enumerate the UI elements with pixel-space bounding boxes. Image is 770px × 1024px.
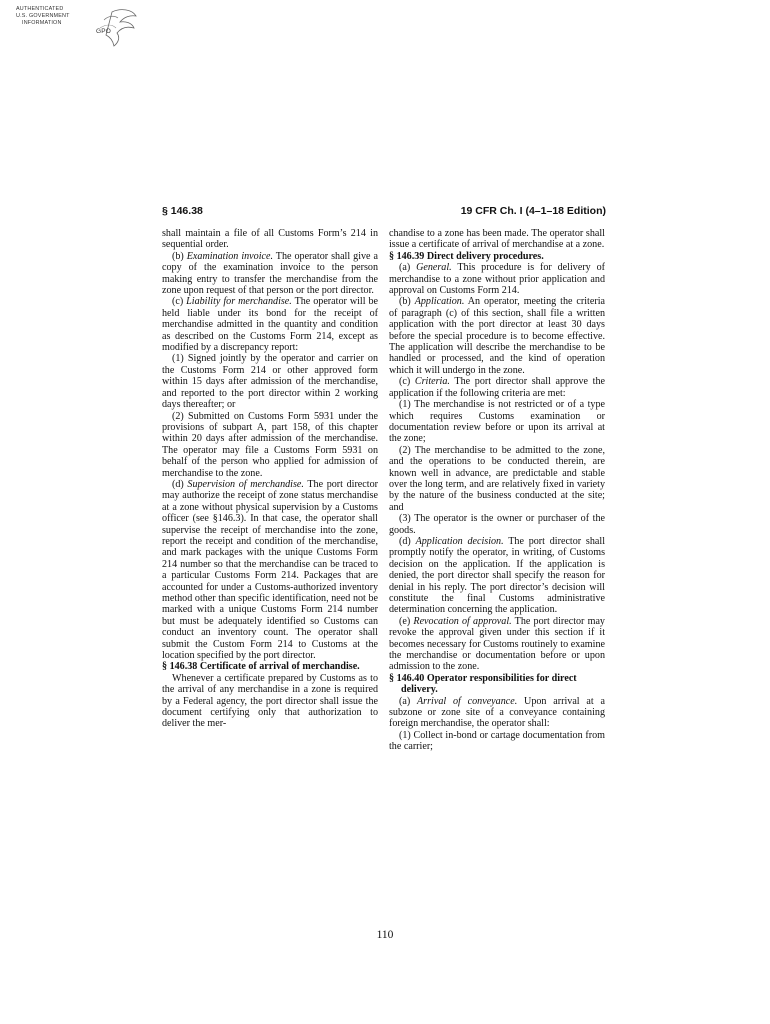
paragraph: (1) Signed jointly by the operator and carrier on the Customs Form 214 or other approved form within 15 days after admission of the merchandise, and reported to the port director within 2 working days thereafter; or — [162, 353, 378, 411]
gpo-authentication-stamp — [16, 6, 142, 50]
paragraph: (d) Application decision. The port director shall promptly notify the operator, in writing, of Customs decision on the application. If the application is denied, the port director shall specify the reason for denial in his reply. The port director’s decision will constitute the final Customs administrative determination concerning the application. — [389, 535, 605, 616]
paragraph-heading: Criteria. — [414, 376, 450, 388]
right-column — [389, 228, 605, 753]
paragraph-heading: Supervision of merchandise. — [187, 478, 304, 490]
paragraph-heading: Revocation of approval. — [413, 615, 512, 627]
paragraph: (a) Arrival of conveyance. Upon arrival at a subzone or zone site of a conveyance containing foreign merchandise, the operator shall: — [389, 695, 605, 730]
section-heading: § 146.40 Operator responsibilities for direct delivery. — [389, 672, 577, 696]
paragraph-heading: Examination invoice. — [186, 250, 273, 262]
paragraph: (e) Revocation of approval. The port director may revoke the approval given under this section if it becomes necessary for Customs routinely to examine the merchandise or documentation before or upon admission to the zone. — [389, 615, 605, 673]
paragraph: chandise to a zone has been made. The operator shall issue a certificate of arrival of merchandise at a zone. — [389, 228, 605, 251]
paragraph: (b) Examination invoice. The operator shall give a copy of the examination invoice to the person making entry to transfer the merchandise from the zone upon request of that person or the port director. — [162, 250, 378, 297]
paragraph: (2) The merchandise to be admitted to the zone, and the operations to be conducted therein, are known well in advance, are predictable and stable over the long term, and are relatively fixed in variety by the nature of the business conducted at the site; and — [389, 444, 605, 513]
paragraph: (a) General. This procedure is for delivery of merchandise to a zone without prior application and approval on Customs Form 214. — [389, 262, 605, 297]
paragraph: (1) The merchandise is not restricted or of a type which requires Customs examination or documentation review before or upon its arrival at the zone; — [389, 399, 605, 445]
paragraph: (2) Submitted on Customs Form 5931 under the provisions of subpart A, part 158, of this chapter within 20 days after admission of the merchandise. The operator may file a Customs Form 5931 on behalf of the person who applied for admission of merchandise to the zone. — [162, 410, 378, 479]
stamp-line-3: INFORMATION — [22, 20, 62, 26]
paragraph: (c) Criteria. The port director shall approve the application if the following criteria are met: — [389, 376, 605, 399]
paragraph: Whenever a certificate prepared by Customs as to the arrival of any merchandise in a zone is required by a Federal agency, the port director shall issue the document certifying only that authorization to deliver the mer- — [162, 672, 378, 730]
paragraph-heading: Application decision. — [415, 535, 504, 547]
page-number: 110 — [376, 929, 394, 941]
stamp-line-2: U.S. GOVERNMENT — [16, 13, 70, 19]
paragraph: shall maintain a file of all Customs Form’s 214 in sequential order. — [162, 228, 378, 251]
paragraph-heading: Arrival of conveyance. — [417, 695, 518, 707]
paragraph-heading: Liability for merchandise. — [186, 296, 292, 308]
paragraph: (1) Collect in-bond or cartage documentation from the carrier; — [389, 729, 605, 753]
edition-label: 19 CFR Ch. I (4–1–18 Edition) — [460, 205, 606, 217]
running-head — [162, 205, 606, 219]
paragraph: (3) The operator is the owner or purchaser of the goods. — [389, 513, 605, 536]
section-number: § 146.38 — [162, 205, 203, 217]
paragraph-heading: General. — [416, 262, 452, 274]
paragraph: (d) Supervision of merchandise. The port director may authorize the receipt of zone status merchandise at a zone without physical supervision by a Customs officer (see §146.3). In that case, the operator shall supervise the receipt of merchandise into the zone, report the receipt and condition of the merchandise, and mark packages with the unique Customs Form 214 number so that the merchandise can be traced to a particular Customs Form 214. Packages that are accounted for under a Customs-authorized inventory method other than specific identification, need not be marked with a unique Customs Form 214 number but must be adequately identified so Customs can conduct an inventory count. The operator shall submit the Custom Form 214 to Customs at the location specified by the port director. — [162, 478, 378, 662]
stamp-line-1: AUTHENTICATED — [16, 6, 64, 12]
section-heading: § 146.39 Direct delivery procedures. — [389, 250, 544, 262]
paragraph: (c) Liability for merchandise. The operator will be held liable under its bond for the receipt of merchandise admitted in the quantity and condition as described on the Customs Form 214, except as modified by a discrepancy report: — [162, 296, 379, 354]
section-heading: § 146.38 Certificate of arrival of merchandise. — [162, 661, 360, 673]
stamp-gpo: GPO — [96, 28, 112, 35]
paragraph: (b) Application. An operator, meeting the criteria of paragraph (c) of this section, shall file a written application with the port director at least 30 days before the special procedure is to become effective. The application will describe the merchandise to be handled or processed, and the kind of operation which it will undergo in the zone. — [389, 296, 605, 376]
paragraph-heading: Application. — [414, 296, 465, 308]
left-column — [162, 228, 378, 730]
